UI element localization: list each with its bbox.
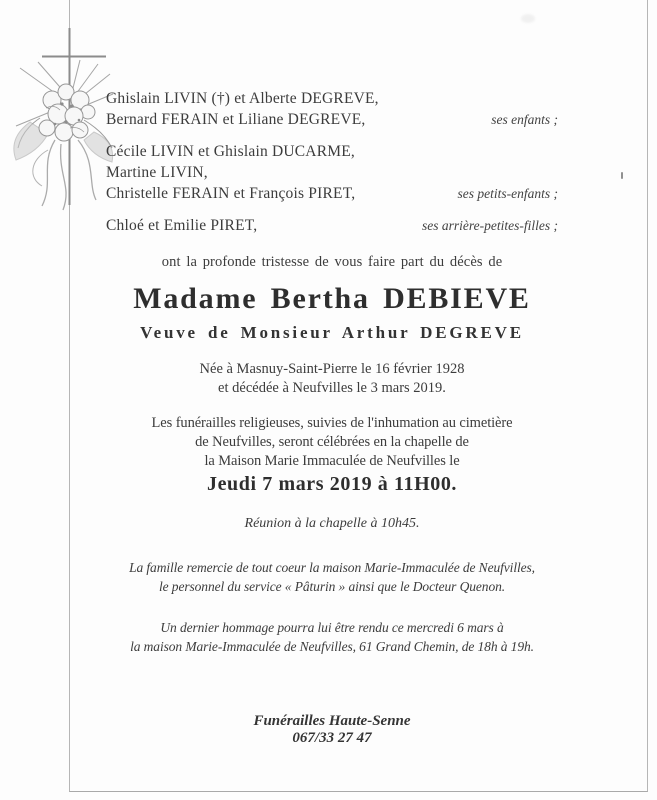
funeral-home-name: Funérailles Haute-Senne xyxy=(253,713,411,729)
tribute-line: Un dernier hommage pourra lui être rendu ce mercredi 6 mars à xyxy=(160,620,504,635)
chapel-meeting-note: Réunion à la chapelle à 10h45. xyxy=(244,516,420,531)
death-line: et décédée à Neufvilles le 3 mars 2019. xyxy=(218,380,446,396)
family-name-line: Cécile LIVIN et Ghislain DUCARME, xyxy=(106,143,355,160)
last-tribute-note xyxy=(106,619,558,656)
family-names xyxy=(106,141,355,204)
funeral-home-phone: 067/33 27 47 xyxy=(292,730,372,746)
relation-label: ses arrière-petites-filles ; xyxy=(422,218,558,233)
family-group-greatgranddaughters xyxy=(106,215,558,236)
family-name-line: Martine LIVIN, xyxy=(106,164,208,181)
funeral-home-info xyxy=(106,713,558,747)
family-name-line: Ghislain LIVIN (†) et Alberte DEGREVE, xyxy=(106,90,379,107)
family-names xyxy=(106,88,379,130)
birth-line: Née à Masnuy-Saint-Pierre le 16 février 1928 xyxy=(199,361,465,377)
family-name-line: Chloé et Emilie PIRET, xyxy=(106,217,258,234)
ceremony-line: Les funérailles religieuses, suivies de l'inhumation au cimetière xyxy=(151,415,513,431)
family-thanks xyxy=(106,559,558,596)
flower-bouquet-icon xyxy=(14,60,113,210)
tribute-line: la maison Marie-Immaculée de Neufvilles, 61 Grand Chemin, de 18h à 19h. xyxy=(130,638,534,654)
family-names xyxy=(106,215,257,236)
family-group-grandchildren xyxy=(106,141,558,204)
notice-content xyxy=(106,0,558,747)
ceremony-details xyxy=(106,414,558,471)
deceased-subtitle: Veuve de Monsieur Arthur DEGREVE xyxy=(140,323,524,342)
family-name-line: Bernard FERAIN et Liliane DEGREVE, xyxy=(106,111,366,128)
thanks-line: La famille remercie de tout coeur la maison Marie-Immaculée de Neufvilles, xyxy=(129,560,535,575)
announcement-intro: ont la profonde tristesse de vous faire part du décès de xyxy=(161,254,503,270)
relation-label: ses enfants ; xyxy=(491,112,558,127)
relation-label: ses petits-enfants ; xyxy=(457,186,558,201)
ceremony-line: la Maison Marie Immaculée de Neufvilles le xyxy=(204,453,460,469)
scan-tick-artifact xyxy=(621,172,623,179)
family-group-children xyxy=(106,88,558,130)
ceremony-datetime: Jeudi 7 mars 2019 à 11H00. xyxy=(206,473,458,495)
family-name-line: Christelle FERAIN et François PIRET, xyxy=(106,185,356,202)
ceremony-line: de Neufvilles, seront célébrées en la chapelle de xyxy=(195,434,469,450)
deceased-name: Madame Bertha DEBIEVE xyxy=(133,282,531,315)
birth-death-dates xyxy=(106,360,558,398)
thanks-line: le personnel du service « Pâturin » ainsi que le Docteur Quenon. xyxy=(158,578,506,594)
